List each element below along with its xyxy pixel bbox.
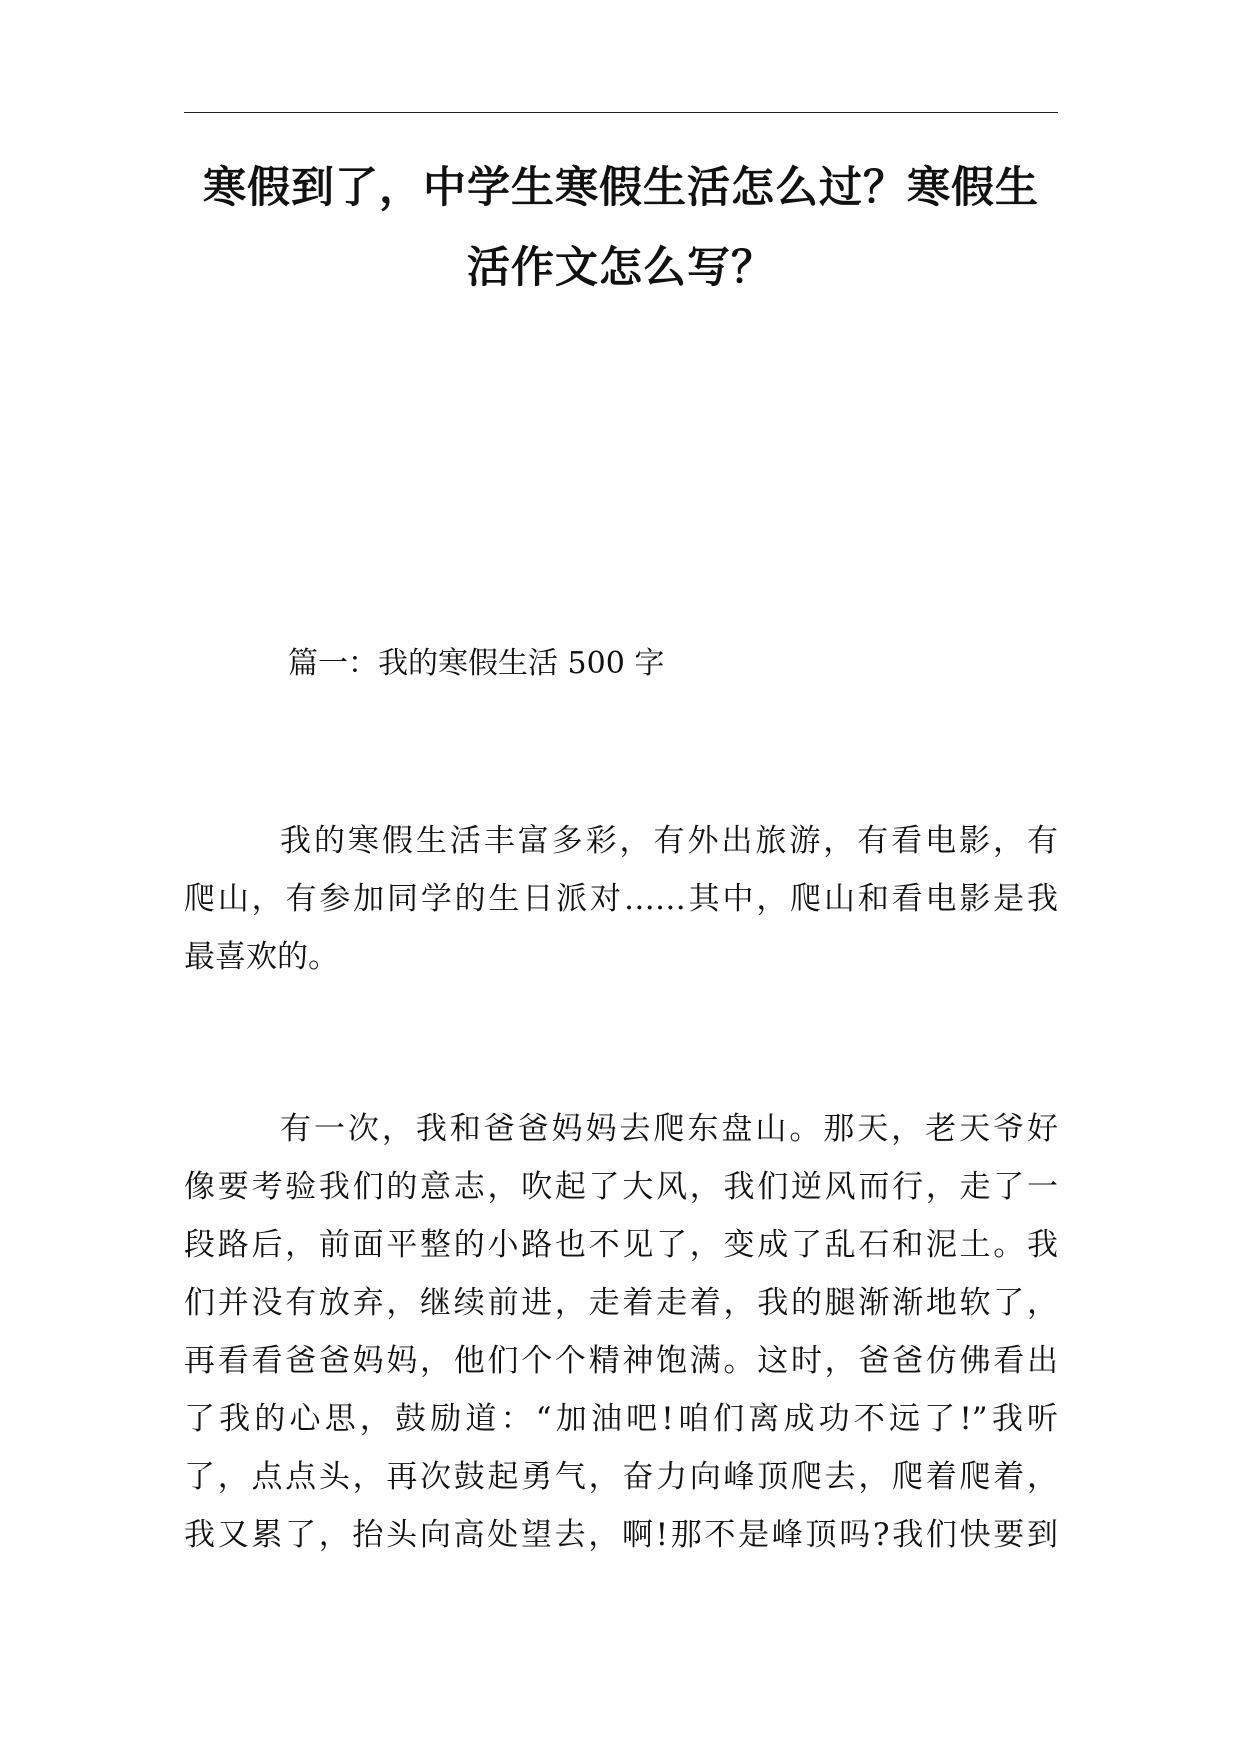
paragraph-line: 再看看爸爸妈妈，他们个个精神饱满。这时，爸爸仿佛看出	[184, 1343, 1058, 1379]
paragraph-line: 段路后，前面平整的小路也不见了，变成了乱石和泥土。我	[184, 1227, 1058, 1263]
title-line: 寒假到了，中学生寒假生活怎么过？寒假生	[203, 163, 1039, 213]
paragraph-line: 有一次，我和爸爸妈妈去爬东盘山。那天，老天爷好	[280, 1111, 1058, 1147]
section-heading: 篇一：我的寒假生活 500 字	[288, 646, 665, 681]
paragraph-line: 了我的心思，鼓励道：“加油吧!咱们离成功不远了!”我听	[184, 1401, 1058, 1437]
document-title	[184, 148, 1058, 308]
paragraph-line: 我又累了，抬头向高处望去，啊!那不是峰顶吗?我们快要到	[184, 1517, 1058, 1553]
header-rule	[184, 112, 1058, 113]
paragraph-line: 爬山，有参加同学的生日派对……其中，爬山和看电影是我	[184, 881, 1058, 917]
paragraph-2	[184, 1100, 1058, 1564]
paragraph-line: 像要考验我们的意志，吹起了大风，我们逆风而行，走了一	[184, 1169, 1058, 1205]
title-line: 活作文怎么写？	[467, 243, 775, 293]
paragraph-line: 了，点点头，再次鼓起勇气，奋力向峰顶爬去，爬着爬着，	[184, 1459, 1058, 1495]
paragraph-line: 们并没有放弃，继续前进，走着走着，我的腿渐渐地软了，	[184, 1285, 1058, 1321]
paragraph-line: 我的寒假生活丰富多彩，有外出旅游，有看电影，有	[280, 823, 1058, 859]
paragraph-line: 最喜欢的。	[184, 939, 339, 975]
paragraph-1	[184, 812, 1058, 986]
